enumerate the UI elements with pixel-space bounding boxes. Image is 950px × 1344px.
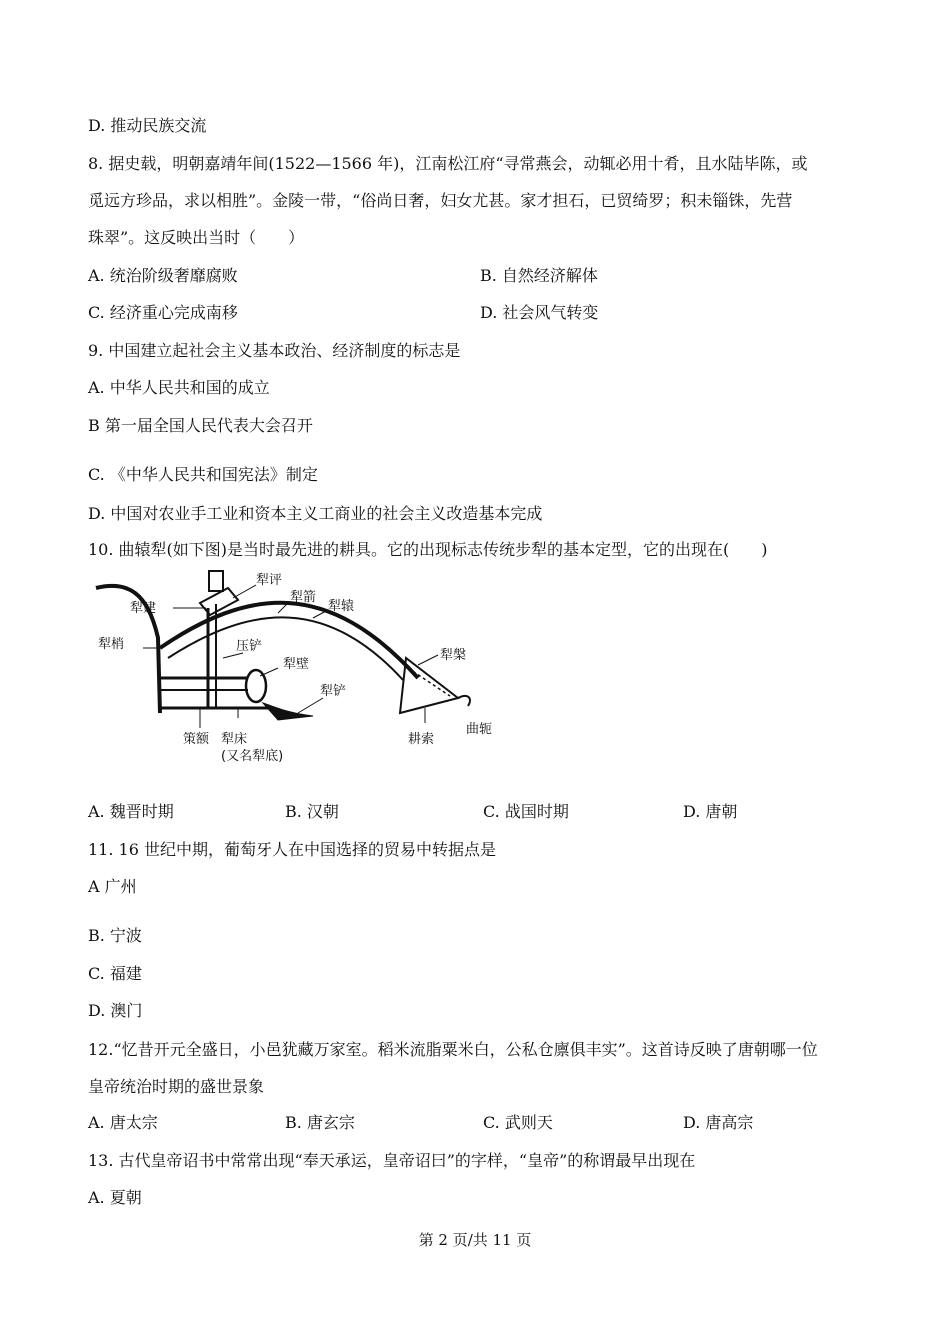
- label-lichuang: 犁床: [221, 732, 248, 747]
- label-yachan: 压铲: [236, 639, 263, 654]
- q13-option-a: A. 夏朝: [88, 1188, 142, 1207]
- q8-stem-line-1: 8. 据史载，明朝嘉靖年间(1522—1566 年)，江南松江府“寻常燕会，动辄必用十肴，且水陆毕陈，或: [88, 154, 808, 173]
- q10-option-a: A. 魏晋时期: [88, 802, 174, 821]
- q11-option-b: B. 宁波: [88, 926, 142, 945]
- label-lijian2: 犁箭: [290, 590, 317, 605]
- q11-option-c: C. 福建: [88, 964, 142, 983]
- q11-stem: 11. 16 世纪中期，葡萄牙人在中国选择的贸易中转据点是: [88, 840, 496, 859]
- label-quee: 曲轭: [466, 722, 493, 737]
- q8-option-c: C. 经济重心完成南移: [88, 303, 238, 322]
- q10-option-d: D. 唐朝: [683, 802, 738, 821]
- q8-option-a: A. 统治阶级奢靡腐败: [88, 266, 238, 285]
- q12-option-c: C. 武则天: [483, 1113, 553, 1132]
- q12-stem-line-2: 皇帝统治时期的盛世景象: [88, 1077, 265, 1096]
- label-lishao: 犁梢: [98, 637, 125, 652]
- q12-option-d: D. 唐高宗: [683, 1113, 754, 1132]
- q9-option-c: C. 《中华人民共和国宪法》制定: [88, 465, 318, 484]
- label-ce-e: 策额: [183, 732, 210, 747]
- label-libi: 犁壁: [283, 657, 310, 672]
- q9-stem: 9. 中国建立起社会主义基本政治、经济制度的标志是: [88, 341, 461, 360]
- q8-stem-line-3: 珠翠”。这反映出当时（ ）: [88, 228, 305, 247]
- label-lijian: 犁建: [130, 601, 157, 616]
- q10-option-b: B. 汉朝: [285, 802, 339, 821]
- label-lichan: 犁铲: [320, 684, 347, 699]
- label-gengsuo: 耕索: [408, 732, 435, 747]
- q9-option-b: B 第一届全国人民代表大会召开: [88, 416, 313, 435]
- label-liping: 犁评: [256, 573, 283, 588]
- q7-option-d: D. 推动民族交流: [88, 116, 207, 135]
- q11-option-d: D. 澳门: [88, 1001, 143, 1020]
- q9-option-d: D. 中国对农业手工业和资本主义工商业的社会主义改造基本完成: [88, 504, 543, 523]
- page-footer: 第 2 页/共 11 页: [418, 1231, 532, 1249]
- q13-stem: 13. 古代皇帝诏书中常常出现“奉天承运，皇帝诏曰”的字样，“皇帝”的称谓最早出现在: [88, 1151, 696, 1170]
- q10-option-c: C. 战国时期: [483, 802, 569, 821]
- q8-option-b: B. 自然经济解体: [480, 266, 598, 285]
- q8-stem-line-2: 觅远方珍品，求以相胜”。金陵一带，“俗尚日奢，妇女尤甚。家才担石，已贸绮罗；积未锱铢，先营: [88, 191, 793, 210]
- q12-option-b: B. 唐玄宗: [285, 1113, 355, 1132]
- q12-stem-line-1: 12.“忆昔开元全盛日，小邑犹藏万家室。稻米流脂粟米白，公私仓廪俱丰实”。这首诗反映了唐朝哪一位: [88, 1040, 818, 1059]
- label-lipan: 犁槃: [440, 648, 467, 663]
- q12-option-a: A. 唐太宗: [88, 1113, 158, 1132]
- q8-option-d: D. 社会风气转变: [480, 303, 599, 322]
- q10-stem: 10. 曲辕犁(如下图)是当时最先进的耕具。它的出现标志传统步犁的基本定型，它的出现在( ): [88, 540, 768, 559]
- q11-option-a: A 广州: [88, 877, 137, 896]
- curved-plough-figure: [88, 568, 508, 788]
- q9-option-a: A. 中华人民共和国的成立: [88, 378, 270, 397]
- label-lichuang-note: (又名犁底): [221, 749, 284, 764]
- label-liyuan: 犁辕: [328, 599, 355, 614]
